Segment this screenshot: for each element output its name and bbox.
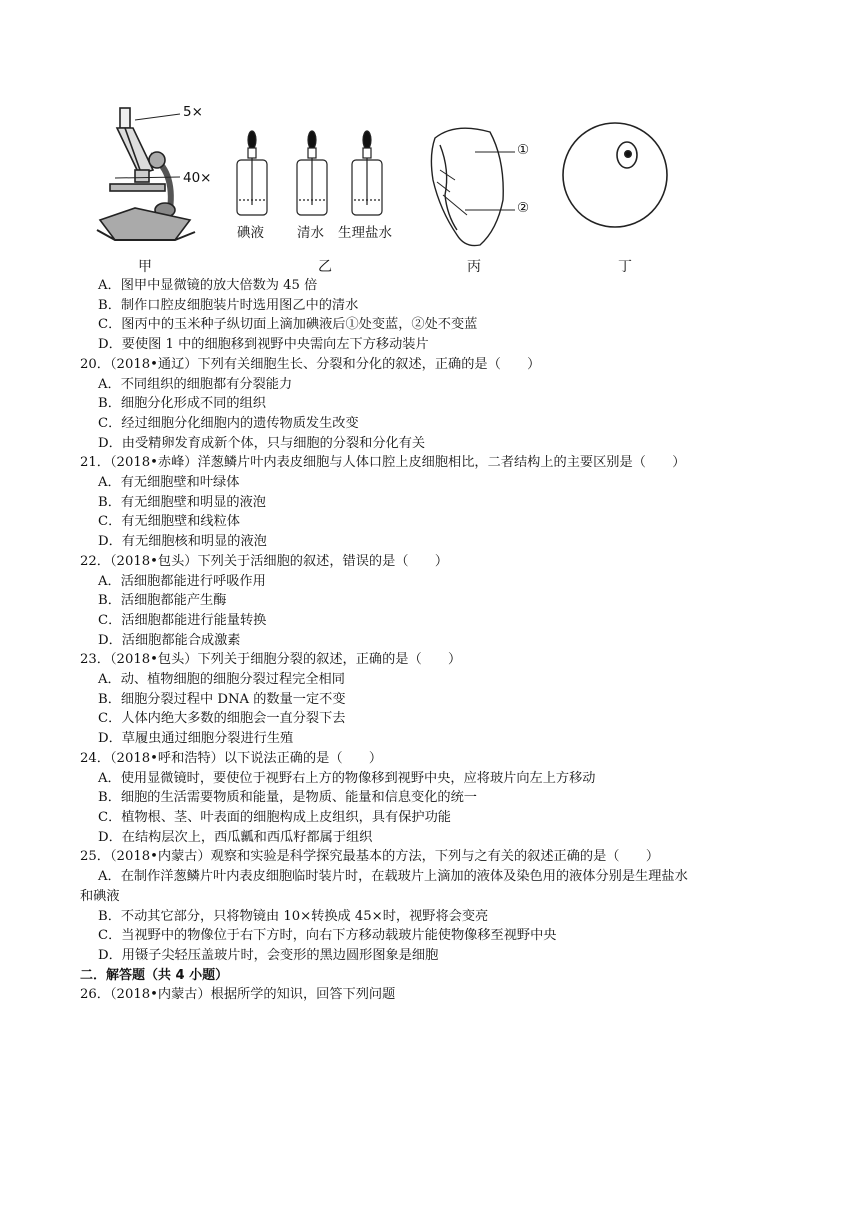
q25-option-d: D．用镊子尖轻压盖玻片时，会变形的黑边圆形图象是细胞 [98, 947, 439, 963]
objective-magnification: 40× [183, 170, 212, 186]
q23-option-d: D．草履虫通过细胞分裂进行生殖 [98, 731, 294, 747]
bottle-label-water: 清水 [297, 225, 324, 241]
q19-option-c: C．图丙中的玉米种子纵切面上滴加碘液后①处变蓝，②处不变蓝 [98, 317, 478, 333]
microscope-drawing [97, 108, 195, 240]
q26-stem: 26．（2018•内蒙古）根据所学的知识，回答下列问题 [80, 987, 396, 1003]
caption-yi: 乙 [318, 259, 332, 275]
dropper-bottles-drawing [237, 131, 382, 215]
q25-stem: 25．（2018•内蒙古）观察和实验是科学探究最基本的方法，下列与之有关的叙述正确的是（ ） [80, 849, 660, 865]
q24-stem: 24．（2018•呼和浩特）以下说法正确的是（ ） [80, 750, 383, 766]
figure-strip [95, 100, 675, 275]
q22-option-b: B．活细胞都能产生酶 [98, 593, 227, 609]
q25-option-a-line2: 和碘液 [80, 888, 120, 904]
bottle-label-saline: 生理盐水 [338, 225, 392, 241]
q25-option-b: B．不动其它部分，只将物镜由 10×转换成 45×时，视野将会变亮 [98, 908, 489, 924]
q24-option-d: D．在结构层次上，西瓜瓤和西瓜籽都属于组织 [98, 829, 373, 845]
q24-option-c: C．植物根、茎、叶表面的细胞构成上皮组织，具有保护功能 [98, 809, 451, 825]
q20-option-d: D．由受精卵发育成新个体，只与细胞的分裂和分化有关 [98, 435, 426, 451]
seed-marker-2: ② [517, 200, 530, 216]
q23-option-c: C．人体内绝大多数的细胞会一直分裂下去 [98, 711, 346, 727]
q20-stem: 20．（2018•通辽）下列有关细胞生长、分裂和分化的叙述，正确的是（ ） [80, 356, 541, 372]
q22-option-a: A．活细胞都能进行呼吸作用 [98, 573, 266, 589]
corn-seed-drawing [431, 128, 515, 245]
q21-option-b: B．有无细胞壁和明显的液泡 [98, 494, 266, 510]
q21-option-a: A．有无细胞壁和叶绿体 [98, 475, 240, 491]
q25-option-a-line1: A．在制作洋葱鳞片叶内表皮细胞临时装片时，在载玻片上滴加的液体及染色用的液体分别是生理盐水 [98, 869, 688, 885]
q19-option-a: A．图甲中显微镜的放大倍数为 45 倍 [98, 278, 318, 293]
q22-option-c: C．活细胞都能进行能量转换 [98, 612, 267, 628]
q21-option-d: D．有无细胞核和明显的液泡 [98, 534, 267, 550]
q19-option-b: B．制作口腔皮细胞装片时选用图乙中的清水 [98, 297, 359, 313]
q23-option-a: A．动、植物细胞的细胞分裂过程完全相同 [98, 672, 345, 688]
bottle-label-iodine: 碘液 [237, 225, 264, 241]
section-heading: 二．解答题（共 4 小题） [80, 967, 229, 983]
q23-option-b: B．细胞分裂过程中 DNA 的数量一定不变 [98, 691, 346, 707]
q19-option-d: D．要使图 1 中的细胞移到视野中央需向左下方移动装片 [98, 337, 429, 353]
figure-drawings [95, 100, 675, 275]
caption-ding: 丁 [618, 259, 632, 275]
seed-marker-1: ① [517, 142, 530, 158]
q20-option-a: A．不同组织的细胞都有分裂能力 [98, 376, 293, 392]
caption-bing: 丙 [467, 259, 481, 275]
q22-option-d: D．活细胞都能合成激素 [98, 632, 241, 648]
q24-option-a: A．使用显微镜时，要使位于视野右上方的物像移到视野中央，应将玻片向左上方移动 [98, 770, 596, 786]
q20-option-b: B．细胞分化形成不同的组织 [98, 396, 266, 412]
field-of-view-drawing [563, 123, 667, 227]
question-text-block [80, 276, 840, 1005]
q20-option-c: C．经过细胞分化细胞内的遗传物质发生改变 [98, 415, 359, 431]
q24-option-b: B．细胞的生活需要物质和能量，是物质、能量和信息变化的统一 [98, 790, 477, 806]
q22-stem: 22．（2018•包头）下列关于活细胞的叙述，错误的是（ ） [80, 553, 449, 569]
q21-stem: 21．（2018•赤峰）洋葱鳞片叶内表皮细胞与人体口腔上皮细胞相比，二者结构上的主要区别是（ ） [80, 455, 686, 471]
caption-jia: 甲 [138, 259, 152, 275]
eyepiece-magnification: 5× [183, 104, 203, 120]
q21-option-c: C．有无细胞壁和线粒体 [98, 514, 240, 530]
q23-stem: 23．（2018•包头）下列关于细胞分裂的叙述，正确的是（ ） [80, 652, 462, 668]
q25-option-c: C．当视野中的物像位于右下方时，向右下方移动载玻片能使物像移至视野中央 [98, 928, 557, 944]
